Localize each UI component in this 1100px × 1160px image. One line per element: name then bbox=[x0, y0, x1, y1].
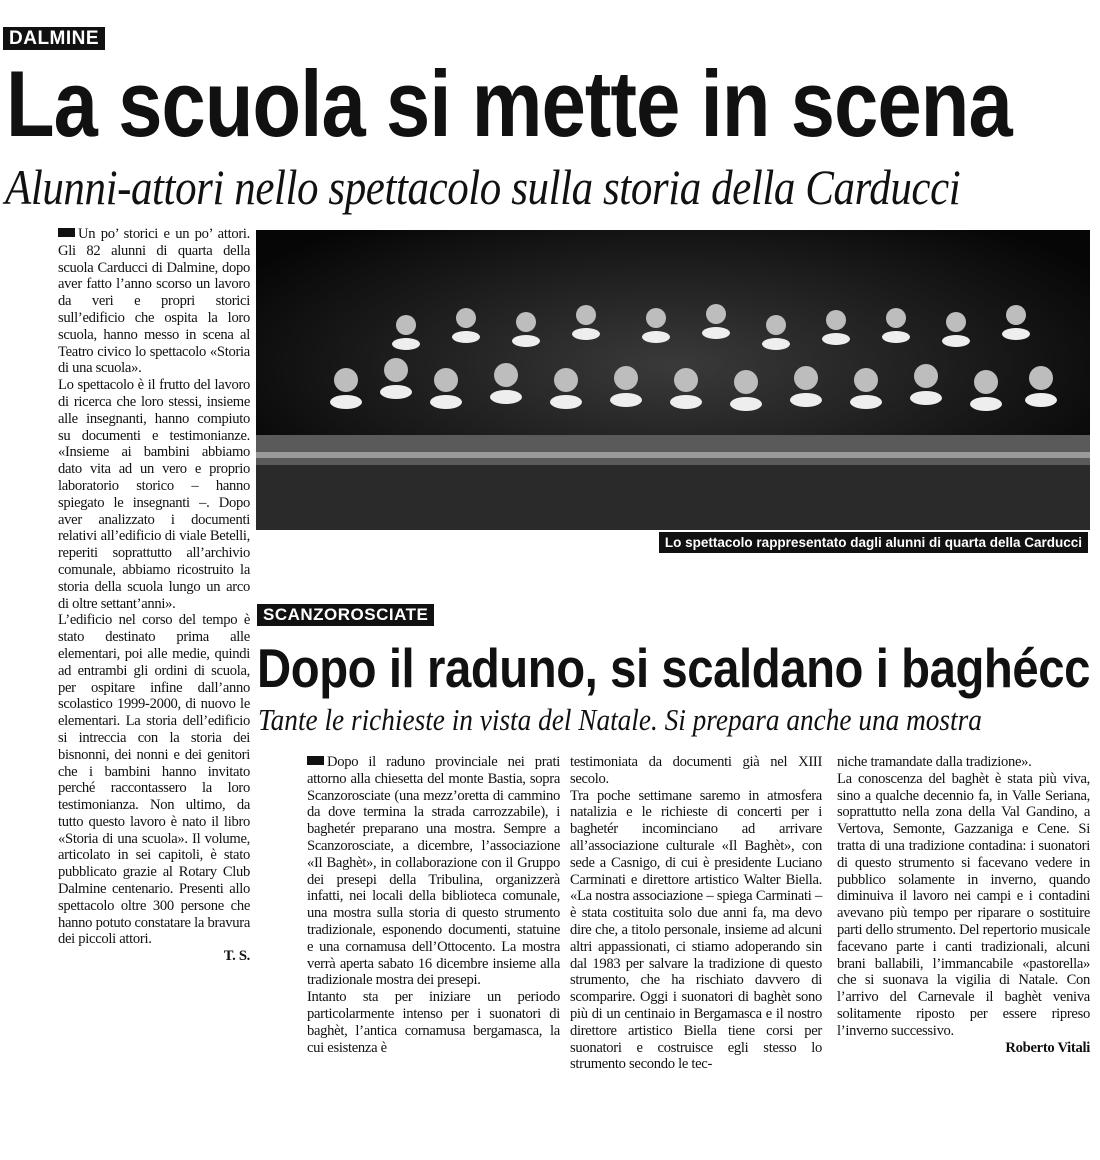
paragraph: Dopo il raduno provinciale nei prati attorno alla chiesetta del monte Bastia, sopra Scanzorosciate (una mezz’oretta di cammino da dove termina la strada carrozzabile), i baghetér preparano una mostra. Sempre a Scanzorosciate, a dicembre, l’associazione «Il Baghèt», in collaborazione con il Gruppo dei presepi della Tribulina, organizzerà infatti, nei locali della biblioteca comunale, una mostra sulla storia di questo strumento tradizionale, esponendo documenti, statuine e una cornamusa dell’Ottocento. La mostra verrà aperta sabato 16 dicembre insieme alla tradizionale mostra dei presepi. bbox=[307, 754, 560, 989]
article1-body bbox=[58, 226, 250, 965]
article2-column-2 bbox=[570, 754, 822, 1073]
paragraph: niche tramandate dalla tradizione». bbox=[837, 754, 1032, 770]
paragraph: La conoscenza del baghèt è stata più viva, sino a qualche decennio fa, in Valle Seriana, soprattutto nella zona della Val Gandino, a Vertova, Semonte, Gazzaniga e Cene. Si tratta di una tradizione contadina: i suonatori di questo strumento si facevano vedere in pubblico solamente in inverno, quando diminuiva il lavoro nei campi e i contadini avevano più tempo per riparare o sostituire parti dello strumento. Del repertorio musicale facevano parte i canti tradizionali, alcuni brani ballabili, l’immancabile «pastorella» che si suonava la vigilia di Natale. Con l’arrivo del Carnevale il baghèt veniva solitamente riposto per essere ripreso l’inverno successivo. bbox=[837, 770, 1090, 1039]
paragraph: Un po’ storici e un po’ attori. Gli 82 alunni di quarta della scuola Carducci di Dalmine, dopo aver fatto l’anno scorso un lavoro da veri e propri storici sull’edificio che ospita la loro scuola, hanno messo in scena al Teatro civico lo spettacolo «Storia di una scuola». bbox=[58, 226, 250, 377]
second-subheadline: Tante le richieste in vista del Natale. Si prepara anche una mostra bbox=[258, 702, 982, 737]
section-kicker-dalmine: DALMINE bbox=[3, 27, 105, 50]
article2-column-3 bbox=[837, 754, 1090, 1056]
children-on-stage-image bbox=[256, 230, 1090, 530]
main-headline: La scuola si mette in scena bbox=[6, 51, 1012, 156]
section-kicker-scanzorosciate: SCANZOROSCIATE bbox=[257, 604, 434, 626]
paragraph: L’edificio nel corso del tempo è stato destinato prima alle elementari, poi alle medie, quindi ad entrambi gli ordini di scuola, per ospitare infine dall’anno scolastico 1999-2000, di nuovo le elementari. La storia dell’edificio si intreccia con la storia dei bisnonni, dei nonni e dei genitori che i bambini hanno invitato perché raccontassero la loro testimonianza. Non ultimo, da tutto questo lavoro è nato il libro «Storia di una scuola». Il volume, articolato in sei capitoli, è stato pubblicato grazie al Rotary Club Dalmine centenario. Presenti allo spettacolo oltre 300 persone che hanno potuto constatare la bravura dei piccoli attori. bbox=[58, 612, 250, 948]
paragraph: Lo spettacolo è il frutto del lavoro di ricerca che loro stessi, insieme alle insegnanti, hanno compiuto su documenti e testimonianze. «Insieme ai bambini abbiamo dato vita ad un vero e proprio laboratorio storico – hanno spiegato le insegnanti –. Dopo aver analizzato i documenti relativi all’edificio di viale Betelli, reperiti soprattutto all’archivio comunale, abbiamo ricostruito la storia della scuola lungo un arco di oltre settant’anni». bbox=[58, 377, 250, 612]
article2-column-1 bbox=[307, 754, 560, 1056]
paragraph: Tra poche settimane saremo in atmosfera natalizia e le richieste di concerti per i baghetér incominciano ad arrivare all’associazione culturale «Il Baghèt», con sede a Casnigo, di cui è presidente Luciano Carminati e direttore artistico Walter Biella. «La nostra associazione – spiega Carminati – è stata costituita solo due anni fa, ma devo dire che, a titolo personale, insieme ad alcuni altri appassionati, ci stiamo adoperando sin dal 1983 per salvare la tradizione di questo strumento, che ha rischiato davvero di scomparire. Oggi i suonatori di baghèt sono più di un centinaio in Bergamasca e il nostro direttore artistico Biella tiene corsi per suonatori e costruisce egli stesso lo strumento secondo le tec- bbox=[570, 787, 822, 1073]
author-initials: T. S. bbox=[223, 948, 250, 965]
paragraph: testimoniata da documenti già nel XIII secolo. bbox=[570, 754, 822, 787]
photo-caption: Lo spettacolo rappresentato dagli alunni di quarta della Carducci bbox=[659, 532, 1088, 553]
main-subheadline: Alunni-attori nello spettacolo sulla storia della Carducci bbox=[5, 159, 961, 215]
paragraph: Intanto sta per iniziare un periodo particolarmente intenso per i suonatori di baghèt, l’antica cornamusa bergamasca, la cui esistenza è bbox=[307, 989, 560, 1056]
bullet-square-icon bbox=[307, 756, 324, 765]
author-byline: Roberto Vitali bbox=[1005, 1039, 1090, 1056]
second-headline: Dopo il raduno, si scaldano i baghécc bbox=[257, 637, 1091, 699]
stage-photo bbox=[256, 230, 1090, 530]
bullet-square-icon bbox=[58, 228, 75, 237]
